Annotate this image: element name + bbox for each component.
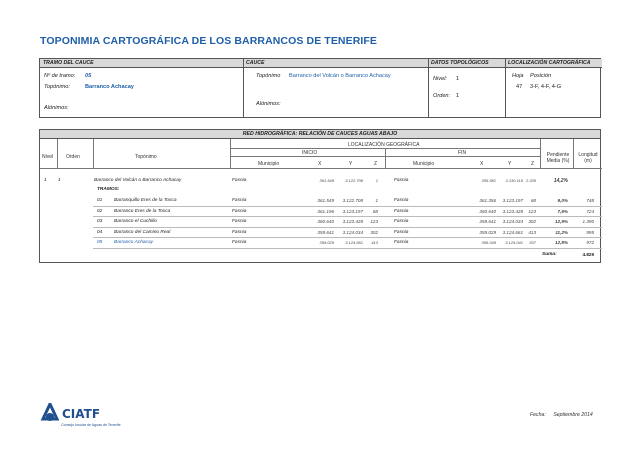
tramo-z-fin: 123 (528, 208, 536, 214)
tramo-x-inicio: 361.549 (317, 198, 334, 203)
tramo-municipio-fin: Fasnia (394, 240, 409, 245)
main-x-inicio: 361.549 (319, 178, 334, 183)
tramo-z-fin: 413 (528, 229, 536, 235)
main-pendiente: 14,2% (553, 178, 568, 184)
tramo-z-inicio: 68 (372, 208, 378, 214)
orden-label: Orden: (433, 93, 451, 99)
tramo-toponimo: Barranco Achacay (114, 240, 154, 245)
fecha-label: Fecha: (530, 412, 546, 418)
tramo-x-inicio: 360.640 (317, 219, 334, 224)
cauce-alonimos-label: Alónimos: (256, 101, 281, 107)
tramo-municipio-inicio: Fasnia (232, 219, 247, 224)
tramo-y-inicio: 3.124.661 (345, 240, 363, 245)
col-y-f: Y (508, 161, 512, 167)
nivel-value: 1 (456, 76, 460, 82)
main-y-inicio: 3.122.708 (345, 178, 363, 183)
toponimo-label: Topónimo: (44, 84, 70, 90)
main-z-inicio: 1 (375, 178, 378, 183)
col-z-f: Z (531, 161, 535, 167)
tramo-y-inicio: 3.123.197 (342, 208, 363, 214)
tramo-z-fin: 537 (529, 240, 536, 245)
tramo-pendiente: 12,8% (554, 240, 568, 245)
tramo-municipio-fin: Fasnia (394, 198, 409, 203)
col-x-i: X (318, 161, 322, 167)
main-y-fin: 3.130.116 (505, 178, 523, 183)
red-header: RED HIDROGRÁFICA: RELACIÓN DE CAUCES AGUAS ABAJO (40, 130, 600, 139)
tramo-x-inicio: 361.196 (317, 208, 334, 214)
cauce-toponimo-label: Topónimo (256, 73, 281, 79)
tramo-pendiente: 7,6% (557, 208, 568, 214)
divider (40, 168, 602, 169)
tramo-y-inicio: 3.123.428 (342, 219, 363, 224)
main-toponimo: Barranco del Volcán o Barranco Achacay (94, 178, 182, 183)
toponimo-value: Barranco Achacay (85, 84, 134, 90)
tramo-toponimo: Barranco Eres de la Tosca (114, 208, 171, 214)
tramo-y-inicio: 3.122.708 (342, 198, 363, 203)
tramo-municipio-inicio: Fasnia (232, 198, 247, 203)
ciatf-logo-icon (40, 403, 60, 425)
nivel-label: Nivel: (433, 76, 447, 82)
header-table (39, 58, 601, 118)
divider (505, 59, 506, 117)
divider (573, 139, 574, 168)
tramo-numero: 03 (97, 219, 103, 224)
tramo-pendiente: 12,9% (554, 219, 568, 224)
col-inicio: INICIO (302, 150, 318, 156)
tramo-numero: 04 (97, 229, 103, 235)
tramo-municipio-inicio: Fasnia (232, 208, 247, 214)
main-nivel: 1 (44, 178, 47, 183)
tramo-numero: 01 (97, 198, 103, 203)
tramo-y-fin: 3.125.041 (505, 240, 523, 245)
col-longitud: Longitud (m) (578, 152, 598, 164)
tramo-longitud: 995 (586, 229, 594, 235)
tramo-x-fin: 359.029 (479, 229, 496, 235)
logo-text: CIATF (62, 407, 101, 421)
tramo-x-fin: 361.356 (479, 198, 496, 203)
tramo-x-fin: 358.349 (481, 240, 496, 245)
divider (230, 139, 231, 168)
divider (243, 59, 244, 117)
tramo-x-inicio: 359.641 (317, 229, 334, 235)
orden-value: 1 (456, 93, 460, 99)
tramo-pendiente: 9,0% (557, 198, 568, 203)
tramo-pendiente: 11,2% (555, 229, 568, 235)
loc-header: LOCALIZACIÓN CARTOGRÁFICA (505, 59, 602, 68)
suma-value: 4.829 (582, 251, 594, 257)
suma-label: Suma: (542, 251, 557, 257)
tramo-y-fin: 3.123.428 (502, 208, 523, 214)
tramo-x-fin: 359.641 (479, 219, 496, 224)
tramo-longitud: 972 (586, 240, 594, 245)
row-divider (93, 216, 602, 217)
tramo-x-fin: 360.640 (479, 208, 496, 214)
row-divider (93, 227, 602, 228)
tramo-y-fin: 3.124.661 (502, 229, 523, 235)
col-loc: LOCALIZACIÓN GEOGRÁFICA (348, 142, 420, 148)
n-tramo-value: 05 (85, 73, 92, 79)
tramo-longitud: 1.390 (582, 219, 594, 224)
tramo-municipio-fin: Fasnia (394, 229, 409, 235)
alonimos-label: Alónimos: (44, 105, 69, 111)
tramo-municipio-inicio: Fasnia (232, 229, 247, 235)
col-pendiente: Pendiente Media (%) (546, 152, 570, 164)
tramo-numero: 05 (97, 240, 103, 245)
tramo-longitud: 724 (586, 208, 594, 214)
tramo-y-fin: 3.124.034 (502, 219, 523, 224)
tramo-header: TRAMO DEL CAUCE (40, 59, 243, 68)
col-x-f: X (480, 161, 484, 167)
tramo-municipio-inicio: Fasnia (232, 240, 247, 245)
tramo-municipio-fin: Fasnia (394, 219, 409, 224)
col-municipio-i: Municipio (258, 161, 280, 167)
tramo-longitud: 748 (586, 198, 594, 203)
hoja-label: Hoja (512, 73, 524, 79)
fecha-value: Septiembre 2014 (553, 412, 593, 418)
tramo-toponimo: Barranco el Cuchillo (114, 219, 157, 224)
page-title: TOPONIMIA CARTOGRÁFICA DE LOS BARRANCOS DE TENERIFE (40, 35, 378, 47)
col-nivel: Nivel (42, 154, 54, 160)
tramo-z-inicio: 302 (370, 229, 378, 235)
tramos-label: TRAMOS: (97, 187, 120, 192)
tramo-y-inicio: 3.124.034 (342, 229, 363, 235)
tramo-numero: 02 (97, 208, 103, 214)
n-tramo-label: Nº de tramo: (44, 73, 76, 79)
tramo-z-fin: 302 (528, 219, 536, 224)
logo-subtitle: Consejo Insular de Aguas de Tenerife (61, 423, 121, 427)
main-x-fin: 355.581 (481, 178, 496, 183)
main-municipio-fin: Fasnia (394, 178, 409, 183)
tramo-toponimo: Barranquillo Eres de la Tosca (114, 198, 177, 203)
fecha (530, 412, 593, 418)
main-orden: 1 (58, 178, 61, 183)
tramo-z-inicio: 413 (371, 240, 378, 245)
divider (540, 139, 541, 168)
cauce-header: CAUCE (243, 59, 428, 68)
col-municipio-f: Municipio (413, 161, 435, 167)
posicion-value: 3-F, 4-F, 4-G (530, 84, 562, 90)
row-divider (93, 206, 602, 207)
main-municipio-inicio: Fasnia (232, 178, 247, 183)
hoja-value: 47 (516, 84, 523, 90)
tramo-z-inicio: 1 (375, 198, 378, 203)
col-fin: FIN (458, 150, 467, 156)
cauce-toponimo-value: Barranco del Volcán o Barranco Achacay (289, 73, 391, 79)
divider (385, 148, 386, 168)
row-divider (93, 248, 602, 249)
divider (57, 139, 58, 168)
red-table (39, 129, 601, 263)
divider (93, 139, 94, 168)
datos-header: DATOS TOPOLÓGICOS (428, 59, 505, 68)
tramo-z-inicio: 123 (370, 219, 378, 224)
tramo-x-inicio: 359.029 (319, 240, 334, 245)
col-y-i: Y (349, 161, 353, 167)
col-orden: Orden (66, 154, 80, 160)
tramo-municipio-fin: Fasnia (394, 208, 409, 214)
col-z-i: Z (374, 161, 378, 167)
posicion-label: Posición (530, 73, 552, 79)
main-z-fin: 2.335 (525, 178, 536, 183)
tramo-y-fin: 3.123.197 (502, 198, 523, 203)
col-toponimo: Topónimo (135, 154, 157, 160)
tramo-toponimo: Barranco del Camino Real (114, 229, 171, 235)
tramo-z-fin: 68 (530, 198, 536, 203)
row-divider (93, 237, 602, 238)
divider (428, 59, 429, 117)
